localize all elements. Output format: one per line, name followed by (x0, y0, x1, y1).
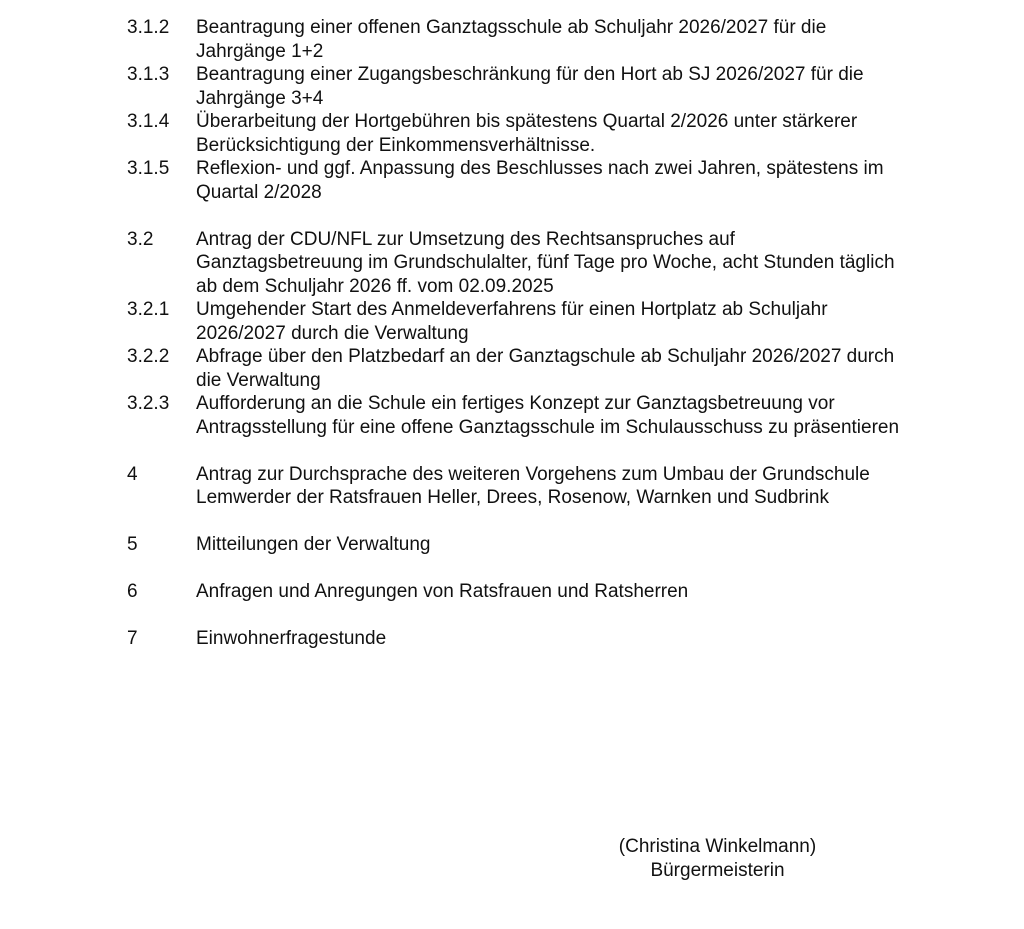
agenda-list (127, 16, 907, 651)
agenda-item-3-1-4 (127, 110, 907, 157)
agenda-item-3-2-1 (127, 298, 907, 345)
agenda-text: Reflexion- und ggf. Anpassung des Beschlusses nach zwei Jahren, spätestens im Quartal 2/2028 (196, 158, 884, 203)
agenda-number: 3.2.1 (127, 299, 170, 320)
agenda-number: 3.2 (127, 228, 154, 250)
agenda-text: Antrag der CDU/NFL zur Umsetzung des Rechtsanspruches auf Ganztagsbetreuung im Grundschulalter, fünf Tage pro Woche, acht Stunden täglich ab dem Schuljahr 2026 ff. vom 02.09.2025 (196, 228, 895, 297)
agenda-item-5 (127, 533, 907, 557)
agenda-text: Einwohnerfragestunde (196, 628, 387, 649)
agenda-item-3-2-3 (127, 392, 907, 439)
signature-name: (Christina Winkelmann) (618, 836, 817, 857)
signature-title: Bürgermeisterin (650, 860, 785, 881)
agenda-item-3-2 (127, 228, 907, 299)
agenda-number: 3.1.4 (127, 111, 170, 132)
agenda-text: Aufforderung an die Schule ein fertiges Konzept zur Ganztagsbetreuung vor Antragsstellung für eine offene Ganztagsschule im Schulausschuss zu präsentieren (196, 393, 900, 438)
agenda-number: 4 (127, 463, 138, 485)
agenda-text: Beantragung einer offenen Ganztagsschule ab Schuljahr 2026/2027 für die Jahrgänge 1+2 (196, 17, 827, 62)
agenda-item-6 (127, 580, 907, 604)
agenda-text: Überarbeitung der Hortgebühren bis spätestens Quartal 2/2026 unter stärkerer Berücksichtigung der Einkommensverhältnisse. (196, 111, 858, 156)
agenda-number: 3.1.5 (127, 158, 170, 179)
agenda-number: 3.2.3 (127, 393, 170, 414)
agenda-number: 3.2.2 (127, 346, 170, 367)
agenda-number: 5 (127, 534, 138, 555)
agenda-item-4 (127, 463, 907, 510)
agenda-text: Beantragung einer Zugangsbeschränkung für den Hort ab SJ 2026/2027 für die Jahrgänge 3+4 (196, 64, 864, 109)
agenda-item-3-1-5 (127, 157, 907, 204)
agenda-item-3-2-2 (127, 345, 907, 392)
agenda-item-3-1-3 (127, 63, 907, 110)
agenda-item-7 (127, 627, 907, 651)
agenda-text: Mitteilungen der Verwaltung (196, 534, 431, 555)
agenda-item-3-1-2 (127, 16, 907, 63)
agenda-text: Antrag zur Durchsprache des weiteren Vorgehens zum Umbau der Grundschule Lemwerder der Ratsfrauen Heller, Drees, Rosenow, Warnken und Sudbrink (196, 463, 870, 508)
agenda-number: 3.1.2 (127, 17, 170, 38)
agenda-number: 7 (127, 628, 138, 649)
agenda-number: 3.1.3 (127, 64, 170, 85)
agenda-number: 6 (127, 581, 138, 602)
agenda-text: Umgehender Start des Anmeldeverfahrens für einen Hortplatz ab Schuljahr 2026/2027 durch die Verwaltung (196, 299, 828, 344)
signature-block (590, 835, 845, 883)
agenda-text: Anfragen und Anregungen von Ratsfrauen und Ratsherren (196, 581, 689, 602)
agenda-text: Abfrage über den Platzbedarf an der Ganztagschule ab Schuljahr 2026/2027 durch die Verwaltung (196, 346, 895, 391)
